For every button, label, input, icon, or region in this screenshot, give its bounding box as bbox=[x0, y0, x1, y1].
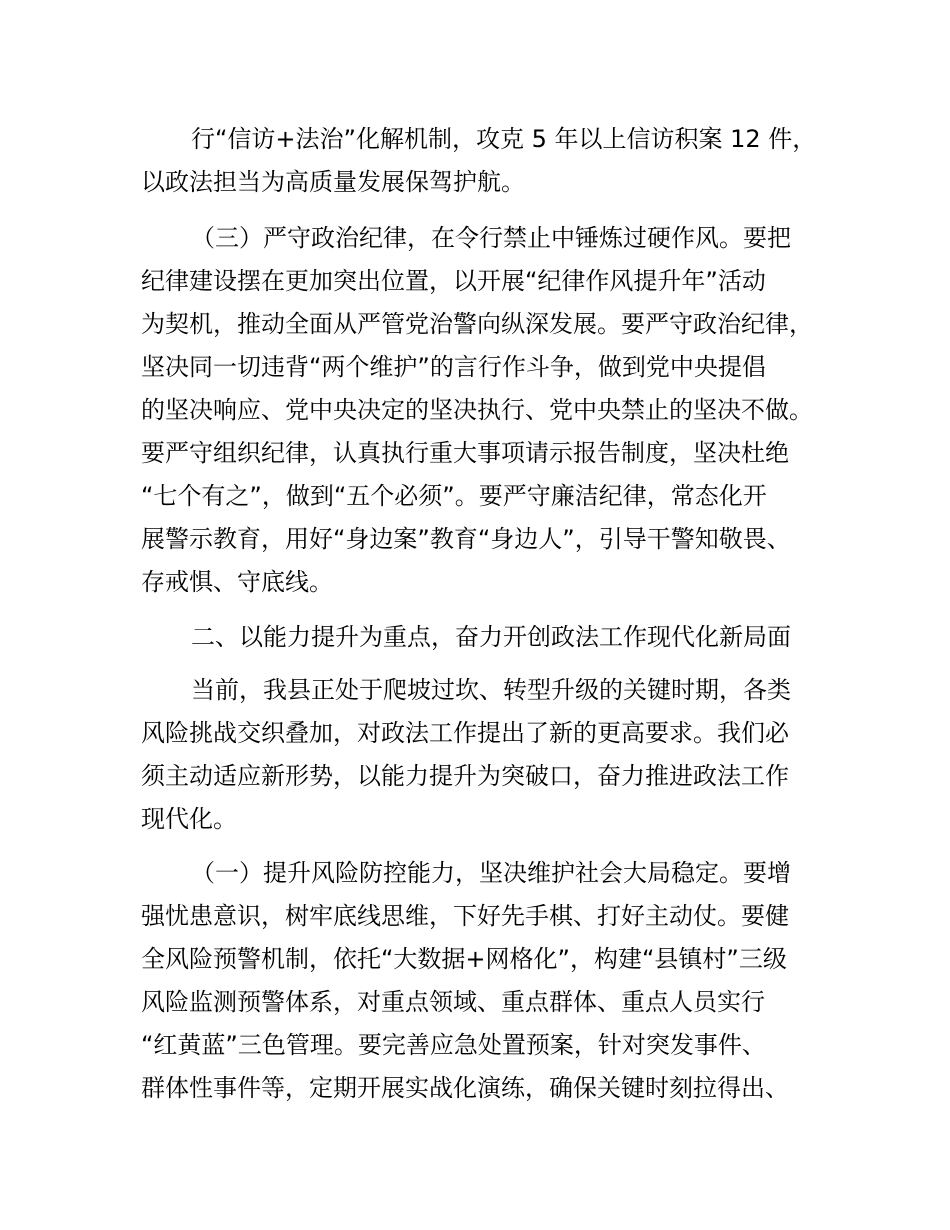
text-line: 风险挑战交织叠加，对政法工作提出了新的更高要求。我们必 bbox=[141, 719, 789, 747]
text-line: 以政法担当为高质量发展保驾护航。 bbox=[141, 168, 525, 196]
text-line: 当前，我县正处于爬坡过坎、转型升级的关键时期，各类 bbox=[191, 676, 791, 704]
text-line: 纪律建设摆在更加突出位置，以开展“纪律作风提升年”活动 bbox=[141, 267, 766, 295]
text-line: 群体性事件等，定期开展实战化演练，确保关键时刻拉得出、 bbox=[141, 1074, 789, 1102]
text-line: 现代化。 bbox=[141, 805, 237, 833]
text-line: 要严守组织纪律，认真执行重大事项请示报告制度，坚决杜绝 bbox=[141, 439, 789, 467]
text-line: 展警示教育，用好“身边案”教育“身边人”，引导干警知敬畏、 bbox=[141, 525, 791, 553]
text-line: 风险监测预警体系，对重点领域、重点群体、重点人员实行 bbox=[141, 988, 765, 1016]
text-line: 全风险预警机制，依托“大数据+网格化”，构建“县镇村”三级 bbox=[141, 945, 787, 973]
text-line: 行“信访+法治”化解机制，攻克 5 年以上信访积案 12 件， bbox=[191, 125, 817, 153]
text-line: 坚决同一切违背“两个维护”的言行作斗争，做到党中央提倡 bbox=[141, 353, 766, 381]
text-line: 的坚决响应、党中央决定的坚决执行、党中央禁止的坚决不做。 bbox=[141, 396, 813, 424]
text-line: “红黄蓝”三色管理。要完善应急处置预案，针对突发事件、 bbox=[141, 1031, 766, 1059]
text-line: “七个有之”，做到“五个必须”。要严守廉洁纪律，常态化开 bbox=[141, 482, 767, 510]
text-line: 强忧患意识，树牢底线思维，下好先手棋、打好主动仗。要健 bbox=[141, 902, 789, 930]
text-line: 存戒惧、守底线。 bbox=[141, 568, 333, 596]
chapter-heading: 二、以能力提升为重点，奋力开创政法工作现代化新局面 bbox=[191, 623, 791, 651]
section-heading: （一）提升风险防控能力，坚决维护社会大局稳定。要增 bbox=[191, 859, 791, 887]
text-line: 须主动适应新形势，以能力提升为突破口，奋力推进政法工作 bbox=[141, 762, 789, 790]
section-heading: （三）严守政治纪律，在令行禁止中锤炼过硬作风。要把 bbox=[191, 224, 791, 252]
text-line: 为契机，推动全面从严管党治警向纵深发展。要严守政治纪律， bbox=[141, 310, 813, 338]
